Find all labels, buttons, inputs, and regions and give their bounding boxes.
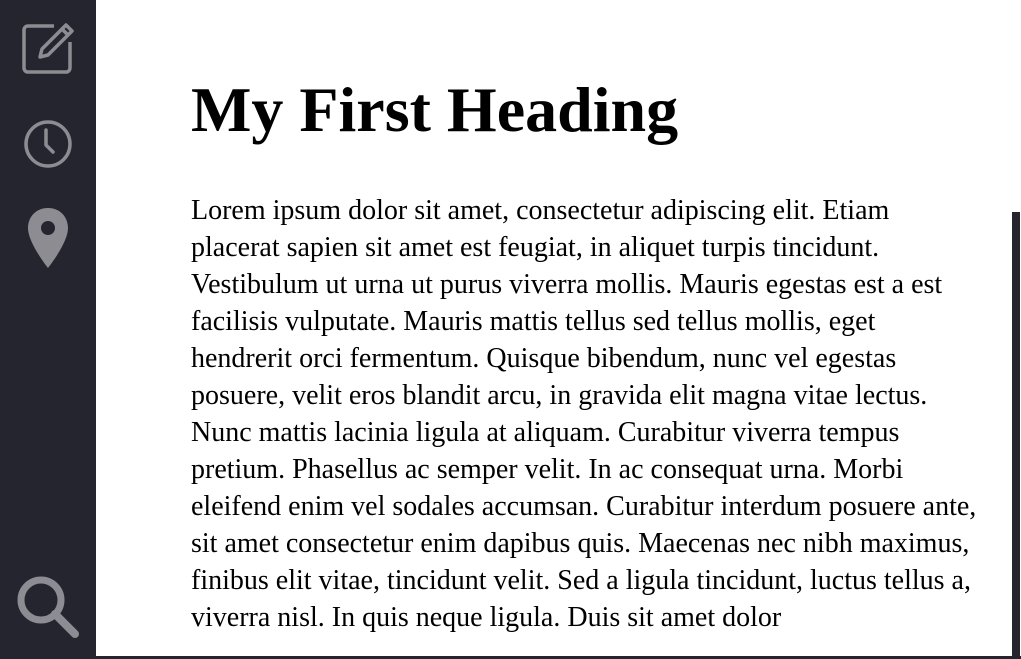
edit-icon	[20, 20, 76, 76]
vertical-scrollbar[interactable]	[1010, 0, 1021, 659]
sidebar-item-history[interactable]	[0, 104, 96, 184]
sidebar-item-edit[interactable]	[0, 8, 96, 88]
sidebar	[0, 0, 96, 659]
page-title: My First Heading	[191, 74, 679, 145]
sidebar-item-location[interactable]	[0, 198, 96, 278]
clock-icon	[22, 118, 74, 170]
location-pin-icon	[26, 206, 70, 270]
sidebar-item-search[interactable]	[0, 567, 96, 647]
scrollbar-thumb[interactable]	[1012, 212, 1020, 656]
document-view	[96, 0, 1010, 656]
search-icon	[15, 574, 81, 640]
body-paragraph: Lorem ipsum dolor sit amet, consectetur adipiscing elit. Etiam placerat sapien sit amet est feugiat, in aliquet turpis tincidunt. Vestibulum ut urna ut purus viverra mollis. Mauris egestas est a est facilisis vulputate. Mauris mattis tellus sed tellus mollis, eget hendrerit orci fermentum. Quisque bibendum, nunc vel egestas posuere, velit eros blandit arcu, in gravida elit magna vitae lectus. Nunc mattis lacinia ligula at aliquam. Curabitur viverra tempus pretium. Phasellus ac semper velit. In ac consequat urna. Morbi eleifend enim vel sodales accumsan. Curabitur interdum posuere ante, sit amet consectetur enim dapibus quis. Maecenas nec nibh maximus, finibus elit vitae, tincidunt velit. Sed a ligula tincidunt, luctus tellus a, viverra nisl. In quis neque ligula. Duis sit amet dolor	[191, 195, 977, 633]
